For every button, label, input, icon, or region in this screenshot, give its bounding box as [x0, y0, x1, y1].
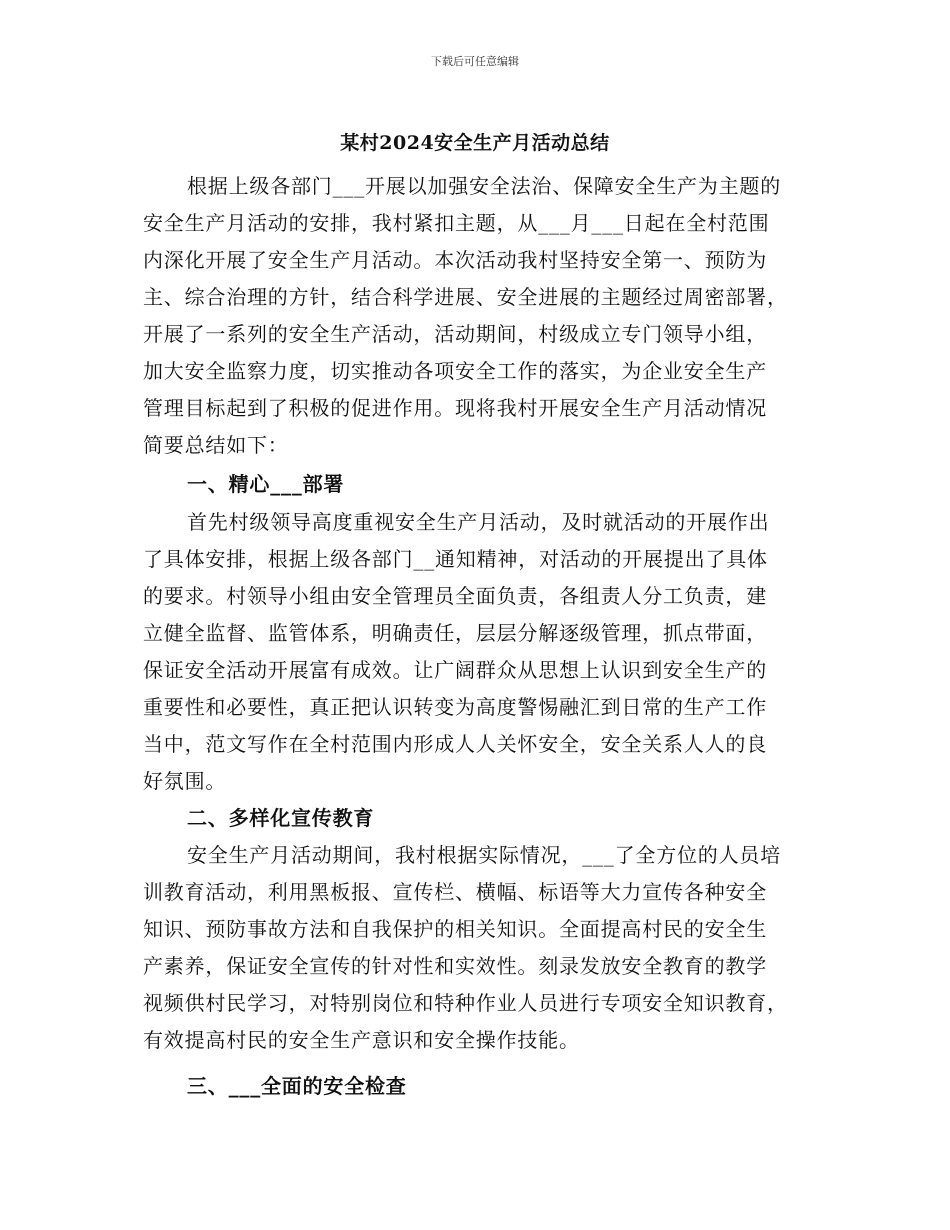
paragraph-line: 知识、预防事故方法和自我保护的相关知识。全面提高村民的安全生 — [143, 917, 767, 941]
paragraph-line: 内深化开展了安全生产月活动。本次活动我村坚持安全第一、预防为 — [143, 248, 767, 272]
paragraph-line: 安全生产月活动期间，我村根据实际情况，___了全方位的人员培 — [187, 843, 781, 867]
paragraph-line: 视频供村民学习，对特别岗位和特种作业人员进行专项安全知识教育， — [143, 991, 788, 1015]
section-heading: 三、___全面的安全检查 — [187, 1074, 407, 1098]
document-body — [143, 168, 828, 1106]
paragraph-line: 简要总结如下： — [143, 433, 289, 457]
paragraph-line: 主、综合治理的方针，结合科学进展、安全进展的主题经过周密部署， — [143, 285, 788, 309]
paragraph-line: 好氛围。 — [143, 768, 227, 793]
paragraph-line: 管理目标起到了积极的促进作用。现将我村开展安全生产月活动情况 — [143, 396, 767, 420]
paragraph-line: 有效提高村民的安全生产意识和安全操作技能。 — [143, 1028, 580, 1052]
paragraph-line: 的要求。村领导小组由安全管理员全面负责，各组责人分工负责，建 — [143, 583, 767, 608]
paragraph-line: 开展了一系列的安全生产活动，活动期间，村级成立专门领导小组， — [143, 322, 767, 346]
header-note: 下载后可任意编辑 — [431, 55, 519, 68]
paragraph-line: 立健全监督、监管体系，明确责任，层层分解逐级管理，抓点带面， — [143, 620, 767, 645]
section-heading: 二、多样化宣传教育 — [187, 805, 375, 830]
paragraph-line: 当中，范文写作在全村范围内形成人人关怀安全，安全关系人人的良 — [143, 731, 767, 756]
paragraph-line: 安全生产月活动的安排，我村紧扣主题，从___月___日起在全村范围 — [143, 211, 770, 235]
document-title: 某村2024安全生产月活动总结 — [340, 132, 610, 154]
paragraph-line: 加大安全监察力度，切实推动各项安全工作的落实，为企业安全生产 — [143, 359, 767, 383]
paragraph-line: 了具体安排，根据上级各部门__通知精神，对活动的开展提出了具体 — [143, 546, 768, 571]
paragraph-line: 保证安全活动开展富有成效。让广阔群众从思想上认识到安全生产的 — [143, 657, 767, 682]
paragraph-line: 产素养，保证安全宣传的针对性和实效性。刻录发放安全教育的教学 — [143, 954, 767, 978]
section-heading: 一、精心___部署 — [187, 472, 345, 496]
paragraph-line: 训教育活动，利用黑板报、宣传栏、横幅、标语等大力宣传各种安全 — [143, 880, 767, 904]
paragraph-line: 根据上级各部门___开展以加强安全法治、保障安全生产为主题的 — [187, 174, 781, 198]
paragraph-line: 重要性和必要性，真正把认识转变为高度警惕融汇到日常的生产工作 — [143, 694, 767, 719]
paragraph-line: 首先村级领导高度重视安全生产月活动，及时就活动的开展作出 — [187, 509, 770, 534]
